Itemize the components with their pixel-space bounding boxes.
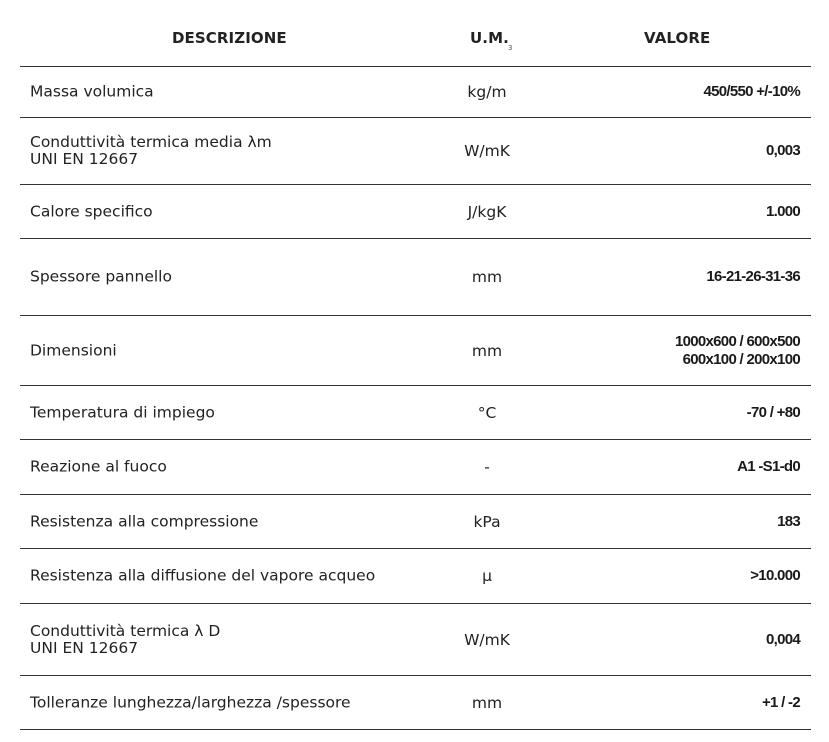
descrizione-line: Dimensioni (30, 341, 117, 359)
cell-descrizione (30, 269, 172, 286)
cell-descrizione (30, 203, 153, 220)
cell-descrizione (30, 694, 351, 711)
cell-descrizione (30, 459, 167, 476)
technical-data-table (20, 0, 811, 730)
cell-valore (737, 458, 800, 476)
descrizione-line: Temperatura di impiego (30, 403, 215, 421)
cell-um: μ (482, 567, 492, 585)
descrizione-line: Conduttività termica media λm (30, 133, 272, 151)
valore-line: 1000x600 / 600x500 (674, 332, 800, 350)
table-row (20, 185, 811, 239)
cell-um: mm (471, 268, 503, 286)
header-um: U.M. (470, 29, 509, 47)
cell-valore (766, 203, 800, 221)
valore-line: -70 / +80 (746, 403, 800, 421)
cell-valore (706, 268, 800, 286)
descrizione-line: Resistenza alla diffusione del vapore acqueo (30, 566, 376, 585)
cell-descrizione (30, 513, 258, 530)
table-row (20, 316, 811, 386)
cell-descrizione (30, 568, 375, 585)
cell-descrizione (30, 623, 220, 657)
descrizione-line: Conduttività termica λ D (30, 621, 221, 640)
header-descrizione: DESCRIZIONE (172, 29, 287, 47)
descrizione-line: Resistenza alla compressione (30, 512, 259, 530)
cell-valore (750, 567, 800, 585)
descrizione-line: Massa volumica (30, 82, 154, 101)
table-row (20, 118, 811, 185)
valore-line: 0,003 (765, 142, 800, 159)
valore-line: +1 / -2 (761, 693, 800, 711)
table-row (20, 440, 811, 495)
table-row (20, 676, 811, 730)
cell-um: mm (471, 341, 503, 360)
cell-um: mm (471, 693, 503, 712)
cell-descrizione (30, 84, 154, 101)
table-row (20, 549, 811, 604)
cell-um: kg/m (467, 83, 507, 101)
table-row (20, 495, 811, 549)
valore-line: A1 -S1-d0 (737, 458, 800, 475)
cell-valore (766, 142, 800, 160)
cell-valore (777, 513, 800, 531)
cell-valore (675, 333, 800, 369)
descrizione-line: Calore specifico (30, 202, 153, 220)
valore-line: 1.000 (765, 202, 800, 220)
descrizione-line: Reazione al fuoco (30, 457, 167, 476)
cell-um: W/mK (464, 142, 510, 160)
table-header (20, 0, 811, 67)
table-row (20, 67, 811, 118)
table-row (20, 604, 811, 676)
valore-line: 600x100 / 200x100 (682, 350, 800, 368)
descrizione-line: Tolleranze lunghezza/larghezza /spessore (30, 693, 351, 711)
valore-line: 183 (777, 512, 800, 530)
cell-um: kPa (473, 512, 501, 531)
valore-line: 450/550 +/-10% (703, 83, 800, 100)
valore-line: >10.000 (750, 567, 800, 584)
valore-line: 16-21-26-31-36 (706, 268, 800, 285)
header-um-superscript: 3 (508, 44, 513, 52)
cell-um: - (484, 458, 490, 476)
descrizione-line: Spessore pannello (30, 267, 172, 286)
table-body (20, 67, 811, 730)
header-valore: VALORE (644, 29, 711, 47)
cell-um: °C (477, 403, 497, 422)
table-row (20, 386, 811, 440)
cell-um: J/kgK (467, 202, 507, 221)
valore-line: 0,004 (765, 630, 800, 648)
cell-valore (703, 83, 800, 101)
cell-descrizione (30, 134, 272, 168)
cell-valore (747, 404, 800, 422)
cell-valore (762, 694, 800, 712)
cell-valore (766, 631, 800, 649)
table-row (20, 239, 811, 316)
descrizione-line: UNI EN 12667 (30, 150, 139, 168)
cell-um: W/mK (464, 630, 510, 649)
cell-descrizione (30, 342, 117, 359)
descrizione-line: UNI EN 12667 (30, 638, 139, 657)
cell-descrizione (30, 404, 215, 421)
